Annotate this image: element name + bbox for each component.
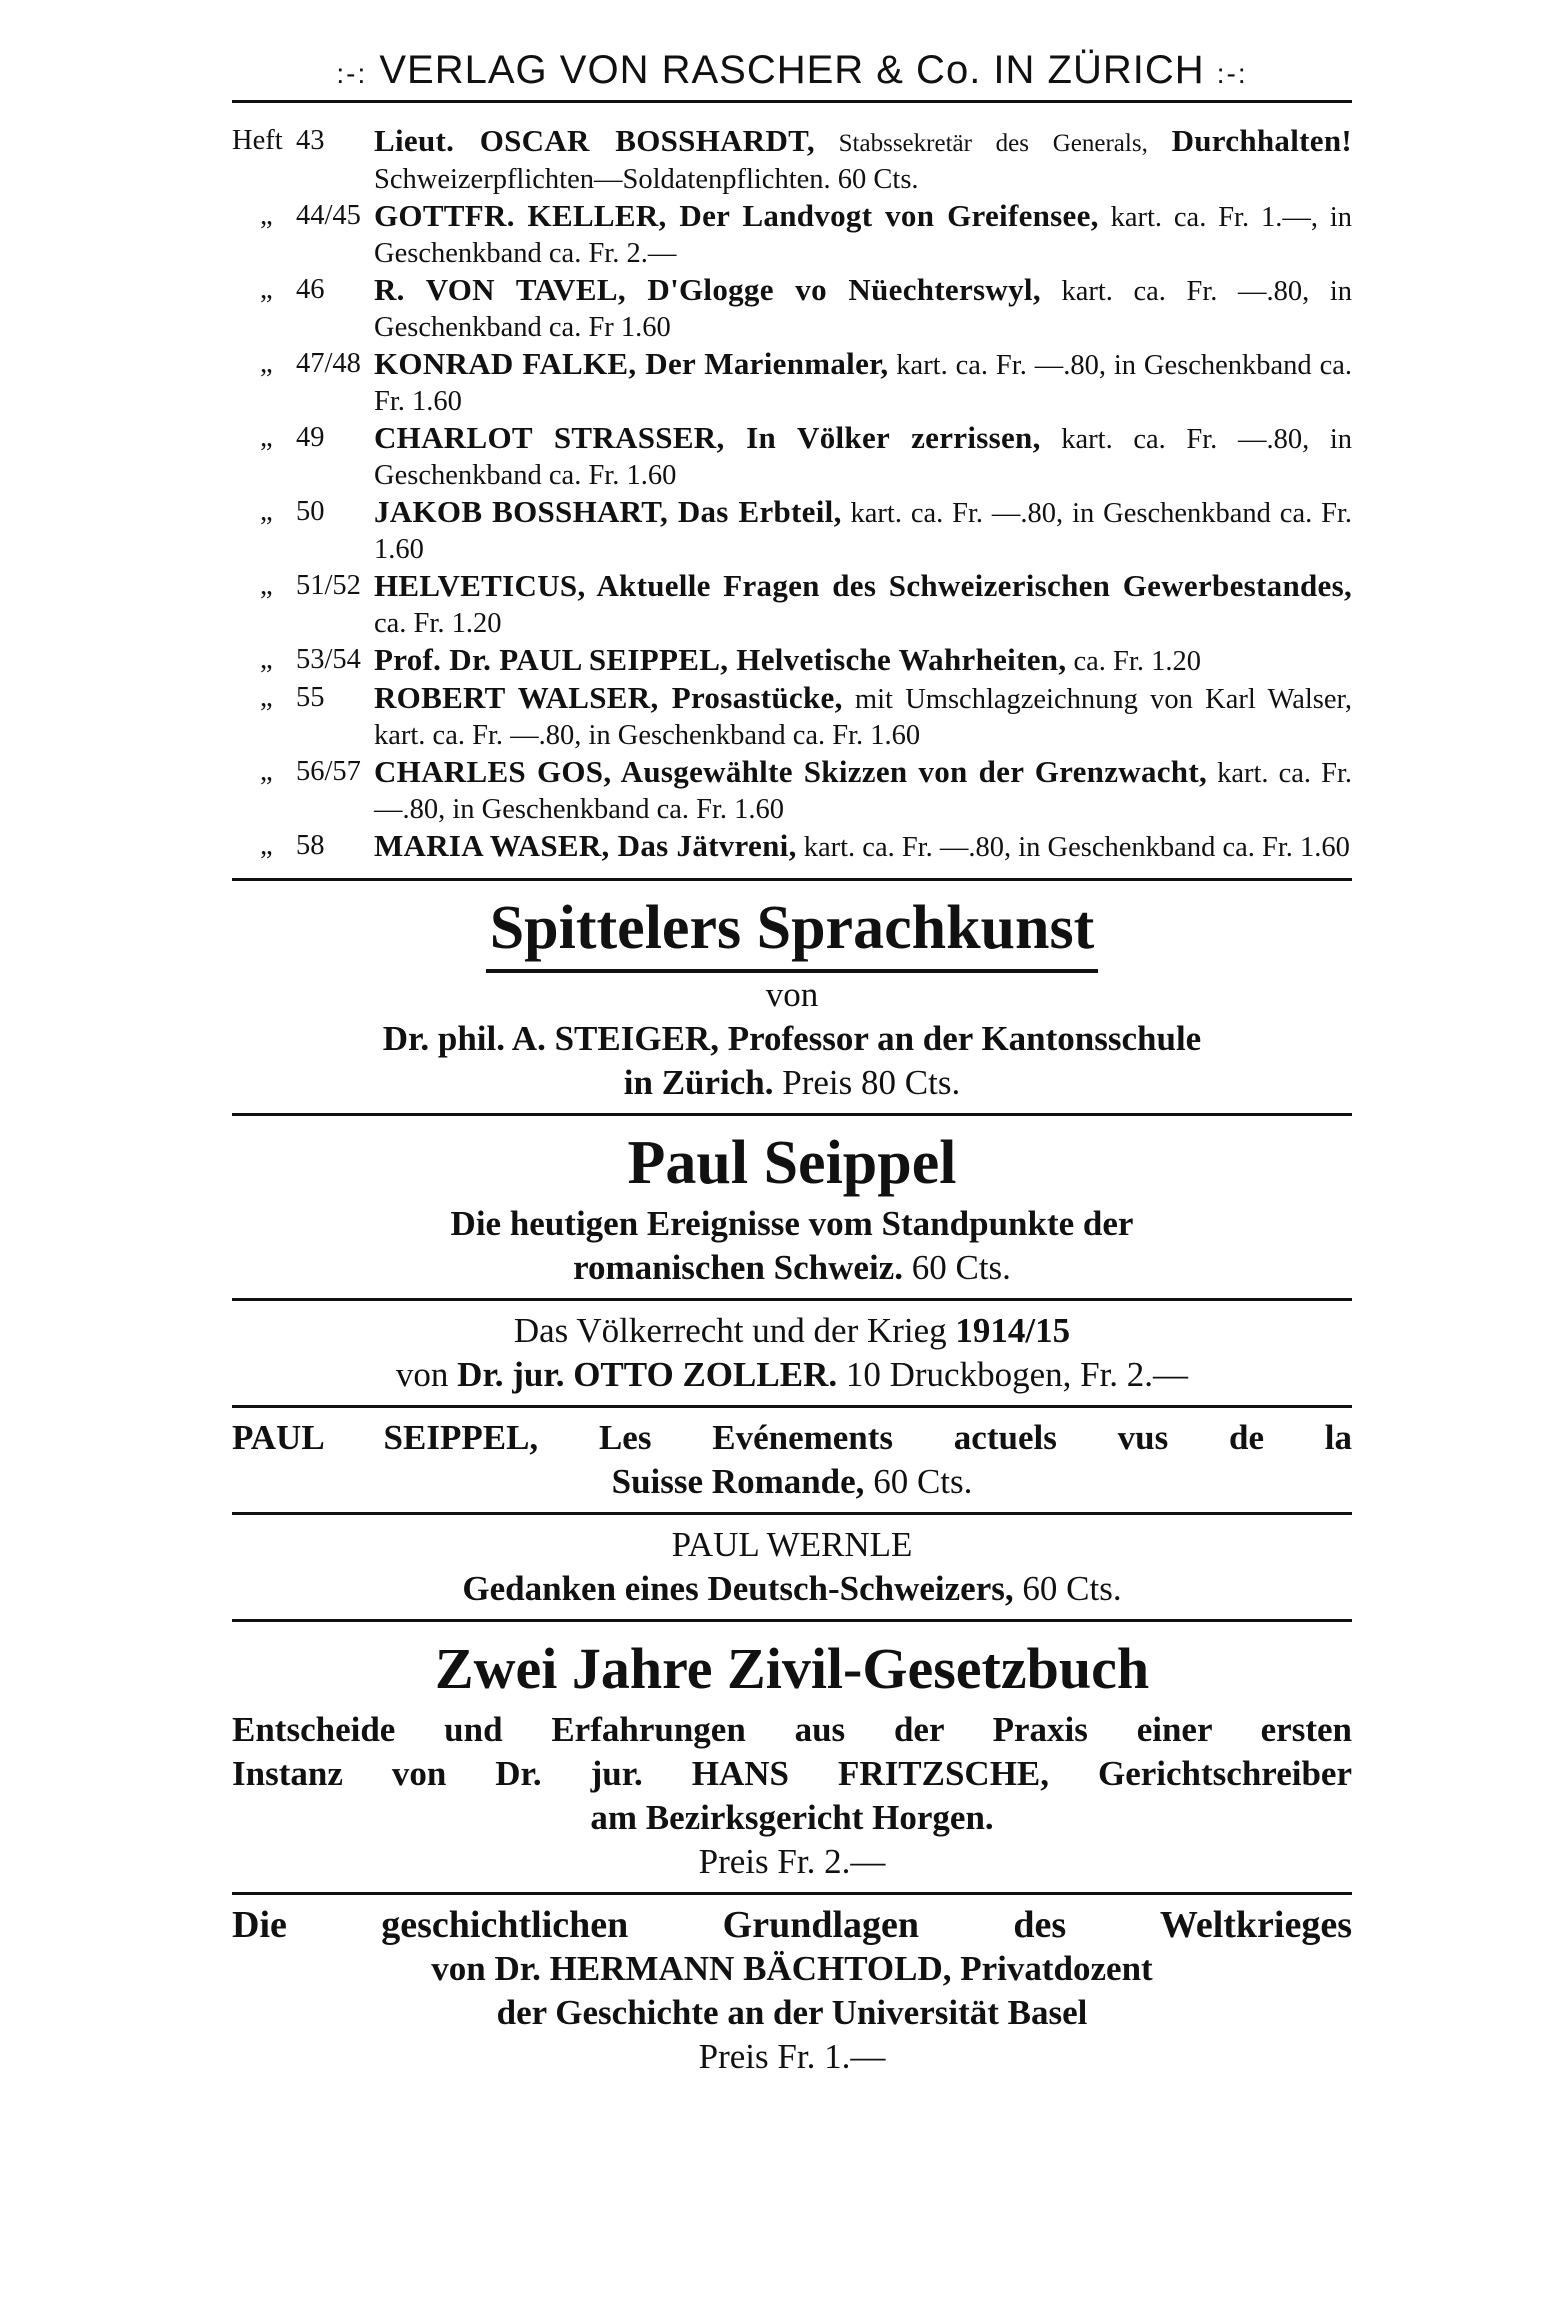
series-author: HELVETICUS, xyxy=(374,568,586,603)
series-title: Ausgewählte Skizzen von der Grenzwacht, xyxy=(611,754,1208,789)
weltkrieg-affiliation: der Geschichte an der Universität Basel xyxy=(496,1993,1088,2032)
zgb-line-1: Entscheide und Erfahrungen aus der Praxis einer ersten xyxy=(232,1710,1352,1749)
wernle-title: Gedanken eines Deutsch-Schweizers, xyxy=(462,1569,1014,1608)
series-title: Helvetische Wahrheiten, xyxy=(728,642,1067,677)
series-title: Durchhalten! xyxy=(1171,123,1352,158)
series-prefix: Heft xyxy=(232,125,283,156)
series-entry xyxy=(232,123,1352,198)
series-price: kart. ca. Fr. —.80, in Geschenkband ca. Fr. 1.60 xyxy=(374,424,1352,491)
series-title: D'Glogge vo Nüechterswyl, xyxy=(625,272,1041,307)
voelkerrecht-title xyxy=(232,1309,1352,1353)
series-title: In Völker zerrissen, xyxy=(724,420,1041,455)
evenements-title: PAUL SEIPPEL, Les Evénements actuels vus de la xyxy=(232,1418,1352,1457)
zgb-title: Zwei Jahre Zivil-Gesetzbuch xyxy=(434,1636,1150,1701)
voelkerrecht-von: von xyxy=(395,1355,458,1394)
series-number xyxy=(232,272,374,346)
zgb-price: Preis Fr. 2.— xyxy=(698,1842,886,1881)
series-author: ROBERT WALSER, xyxy=(374,680,659,715)
weltkrieg-author: von Dr. HERMANN BÄCHTOLD, Privatdozent xyxy=(431,1949,1153,1988)
series-author: KONRAD FALKE, xyxy=(374,346,637,381)
voelkerrecht-years: 1914/15 xyxy=(955,1311,1071,1350)
series-prefix: „ xyxy=(260,422,273,453)
series-price: ca. Fr. 1.20 xyxy=(374,608,502,639)
series-title: Das Erbteil, xyxy=(668,494,842,529)
series-entry xyxy=(232,494,1352,568)
header-ornament-left: :-: xyxy=(336,58,368,89)
series-issue: 51/52 xyxy=(296,570,361,601)
series-prefix: „ xyxy=(260,830,273,861)
series-issue: 50 xyxy=(296,496,325,527)
series-text xyxy=(374,754,1352,828)
series-price: kart. ca. Fr. —.80, in Geschenkband ca. Fr. 1.60 xyxy=(374,498,1352,565)
evenements-title-2: Suisse Romande, xyxy=(611,1462,865,1501)
series-issue: 49 xyxy=(296,422,325,453)
series-issue: 46 xyxy=(296,274,325,305)
header-rule xyxy=(232,100,1352,103)
series-entry xyxy=(232,272,1352,346)
seippel-title: Paul Seippel xyxy=(627,1129,957,1197)
page xyxy=(232,40,1352,2087)
series-text xyxy=(374,494,1352,568)
voelkerrecht-author: Dr. jur. OTTO ZOLLER. xyxy=(457,1355,838,1394)
voelkerrecht-price: 10 Druckbogen, Fr. 2.— xyxy=(837,1355,1189,1394)
header-ornament-right: :-: xyxy=(1216,58,1248,89)
seippel-ad xyxy=(232,1116,1352,1298)
series-prefix: „ xyxy=(260,570,273,601)
series-number xyxy=(232,123,374,198)
series-prefix: „ xyxy=(260,496,273,527)
voelkerrecht-author-line xyxy=(232,1353,1352,1397)
series-author: JAKOB BOSSHART, xyxy=(374,494,668,529)
series-author: GOTTFR. KELLER, xyxy=(374,198,667,233)
series-price: mit Umschlagzeichnung von Karl Walser, kart. ca. Fr. —.80, in Geschenkband ca. Fr. 1.60 xyxy=(374,684,1352,751)
series-number xyxy=(232,568,374,642)
series-author: CHARLES GOS, xyxy=(374,754,612,789)
evenements-ad xyxy=(232,1408,1352,1512)
wernle-price-line xyxy=(232,1567,1352,1611)
series-number xyxy=(232,420,374,494)
series-author: Prof. Dr. PAUL SEIPPEL, xyxy=(374,642,729,677)
spitteler-author: Dr. phil. A. STEIGER, Professor an der Kantonsschule xyxy=(382,1019,1202,1058)
spitteler-von: von xyxy=(765,975,819,1014)
voelkerrecht-title-text: Das Völkerrecht und der Krieg xyxy=(513,1311,956,1350)
series-title: Das Jätvreni, xyxy=(609,828,797,863)
series-text xyxy=(374,642,1352,680)
spitteler-city: in Zürich. xyxy=(623,1063,774,1102)
series-prefix: „ xyxy=(260,274,273,305)
series-issue: 58 xyxy=(296,830,325,861)
weltkrieg-title: Die geschichtlichen Grundlagen des Weltkrieges xyxy=(232,1904,1352,1946)
publisher-name: VERLAG VON RASCHER & Co. IN ZÜRICH xyxy=(379,48,1205,92)
spitteler-title: Spittelers Sprachkunst xyxy=(486,889,1099,973)
seippel-subtitle: Die heutigen Ereignisse vom Standpunkte der xyxy=(450,1204,1134,1243)
series-issue: 47/48 xyxy=(296,348,361,379)
publisher-header xyxy=(232,40,1352,100)
series-prefix: „ xyxy=(260,644,273,675)
series-author: MARIA WASER, xyxy=(374,828,610,863)
series-number xyxy=(232,642,374,680)
series-issue: 44/45 xyxy=(296,200,361,231)
series-text xyxy=(374,346,1352,420)
series-entry xyxy=(232,346,1352,420)
series-number xyxy=(232,494,374,568)
series-price: kart. ca. Fr. —.80, in Geschenkband ca. Fr 1.60 xyxy=(374,276,1353,343)
spitteler-price: Preis 80 Cts. xyxy=(773,1063,961,1102)
series-entry xyxy=(232,642,1352,680)
series-title: Der Marienmaler, xyxy=(636,346,889,381)
series-list xyxy=(232,123,1352,866)
series-text xyxy=(374,272,1352,346)
zgb-line-2: Instanz von Dr. jur. HANS FRITZSCHE, Gerichtschreiber xyxy=(232,1754,1352,1793)
series-number xyxy=(232,198,374,272)
wernle-price: 60 Cts. xyxy=(1013,1569,1122,1608)
series-price: ca. Fr. 1.20 xyxy=(1066,646,1201,677)
series-entry xyxy=(232,754,1352,828)
weltkrieg-ad xyxy=(232,1895,1352,2087)
wernle-author: PAUL WERNLE xyxy=(671,1525,913,1564)
series-text xyxy=(374,420,1352,494)
series-number xyxy=(232,828,374,866)
series-prefix: „ xyxy=(260,348,273,379)
series-text xyxy=(374,680,1352,754)
seippel-price: 60 Cts. xyxy=(902,1248,1011,1287)
series-text xyxy=(374,198,1352,272)
zgb-ad xyxy=(232,1622,1352,1892)
series-author: CHARLOT STRASSER, xyxy=(374,420,725,455)
voelkerrecht-ad xyxy=(232,1301,1352,1405)
series-issue: 53/54 xyxy=(296,644,361,675)
series-text xyxy=(374,828,1352,866)
series-author-role: Stabssekretär des Generals, xyxy=(814,130,1172,157)
series-issue: 55 xyxy=(296,682,325,713)
series-title: Prosastücke, xyxy=(658,680,843,715)
spitteler-ad xyxy=(232,881,1352,1113)
wernle-ad xyxy=(232,1515,1352,1619)
series-entry xyxy=(232,828,1352,866)
series-number xyxy=(232,754,374,828)
zgb-line-3: am Bezirksgericht Horgen. xyxy=(590,1798,994,1837)
series-price: kart. ca. Fr. 1.—, in Geschenkband ca. Fr. 2.— xyxy=(374,202,1353,269)
series-title: Aktuelle Fragen des Schweizerischen Gewerbestandes, xyxy=(585,568,1352,603)
series-prefix: „ xyxy=(260,756,273,787)
series-prefix: „ xyxy=(260,682,273,713)
evenements-price: 60 Cts. xyxy=(864,1462,973,1501)
series-number xyxy=(232,346,374,420)
series-title: Der Landvogt von Greifensee, xyxy=(666,198,1099,233)
series-entry xyxy=(232,198,1352,272)
seippel-subtitle-2: romanischen Schweiz. xyxy=(573,1248,903,1287)
series-price: kart. ca. Fr. —.80, in Geschenkband ca. Fr. 1.60 xyxy=(796,832,1350,863)
series-text xyxy=(374,123,1352,198)
series-author: R. VON TAVEL, xyxy=(374,272,626,307)
series-price: kart. ca. Fr. —.80, in Geschenkband ca. Fr. 1.60 xyxy=(374,350,1352,417)
series-issue: 56/57 xyxy=(296,756,361,787)
series-issue: 43 xyxy=(296,125,325,156)
spitteler-price-line xyxy=(232,1061,1352,1105)
seippel-price-line xyxy=(232,1246,1352,1290)
series-price: Schweizerpflichten—Soldatenpflichten. 60 Cts. xyxy=(374,164,919,195)
series-entry xyxy=(232,420,1352,494)
evenements-price-line xyxy=(232,1460,1352,1504)
series-prefix: „ xyxy=(260,200,273,231)
series-number xyxy=(232,680,374,754)
series-entry xyxy=(232,680,1352,754)
series-entry xyxy=(232,568,1352,642)
weltkrieg-price: Preis Fr. 1.— xyxy=(698,2037,886,2076)
series-text xyxy=(374,568,1352,642)
series-price: kart. ca. Fr. —.80, in Geschenkband ca. Fr. 1.60 xyxy=(374,758,1352,825)
series-author: Lieut. OSCAR BOSSHARDT, xyxy=(374,123,815,158)
